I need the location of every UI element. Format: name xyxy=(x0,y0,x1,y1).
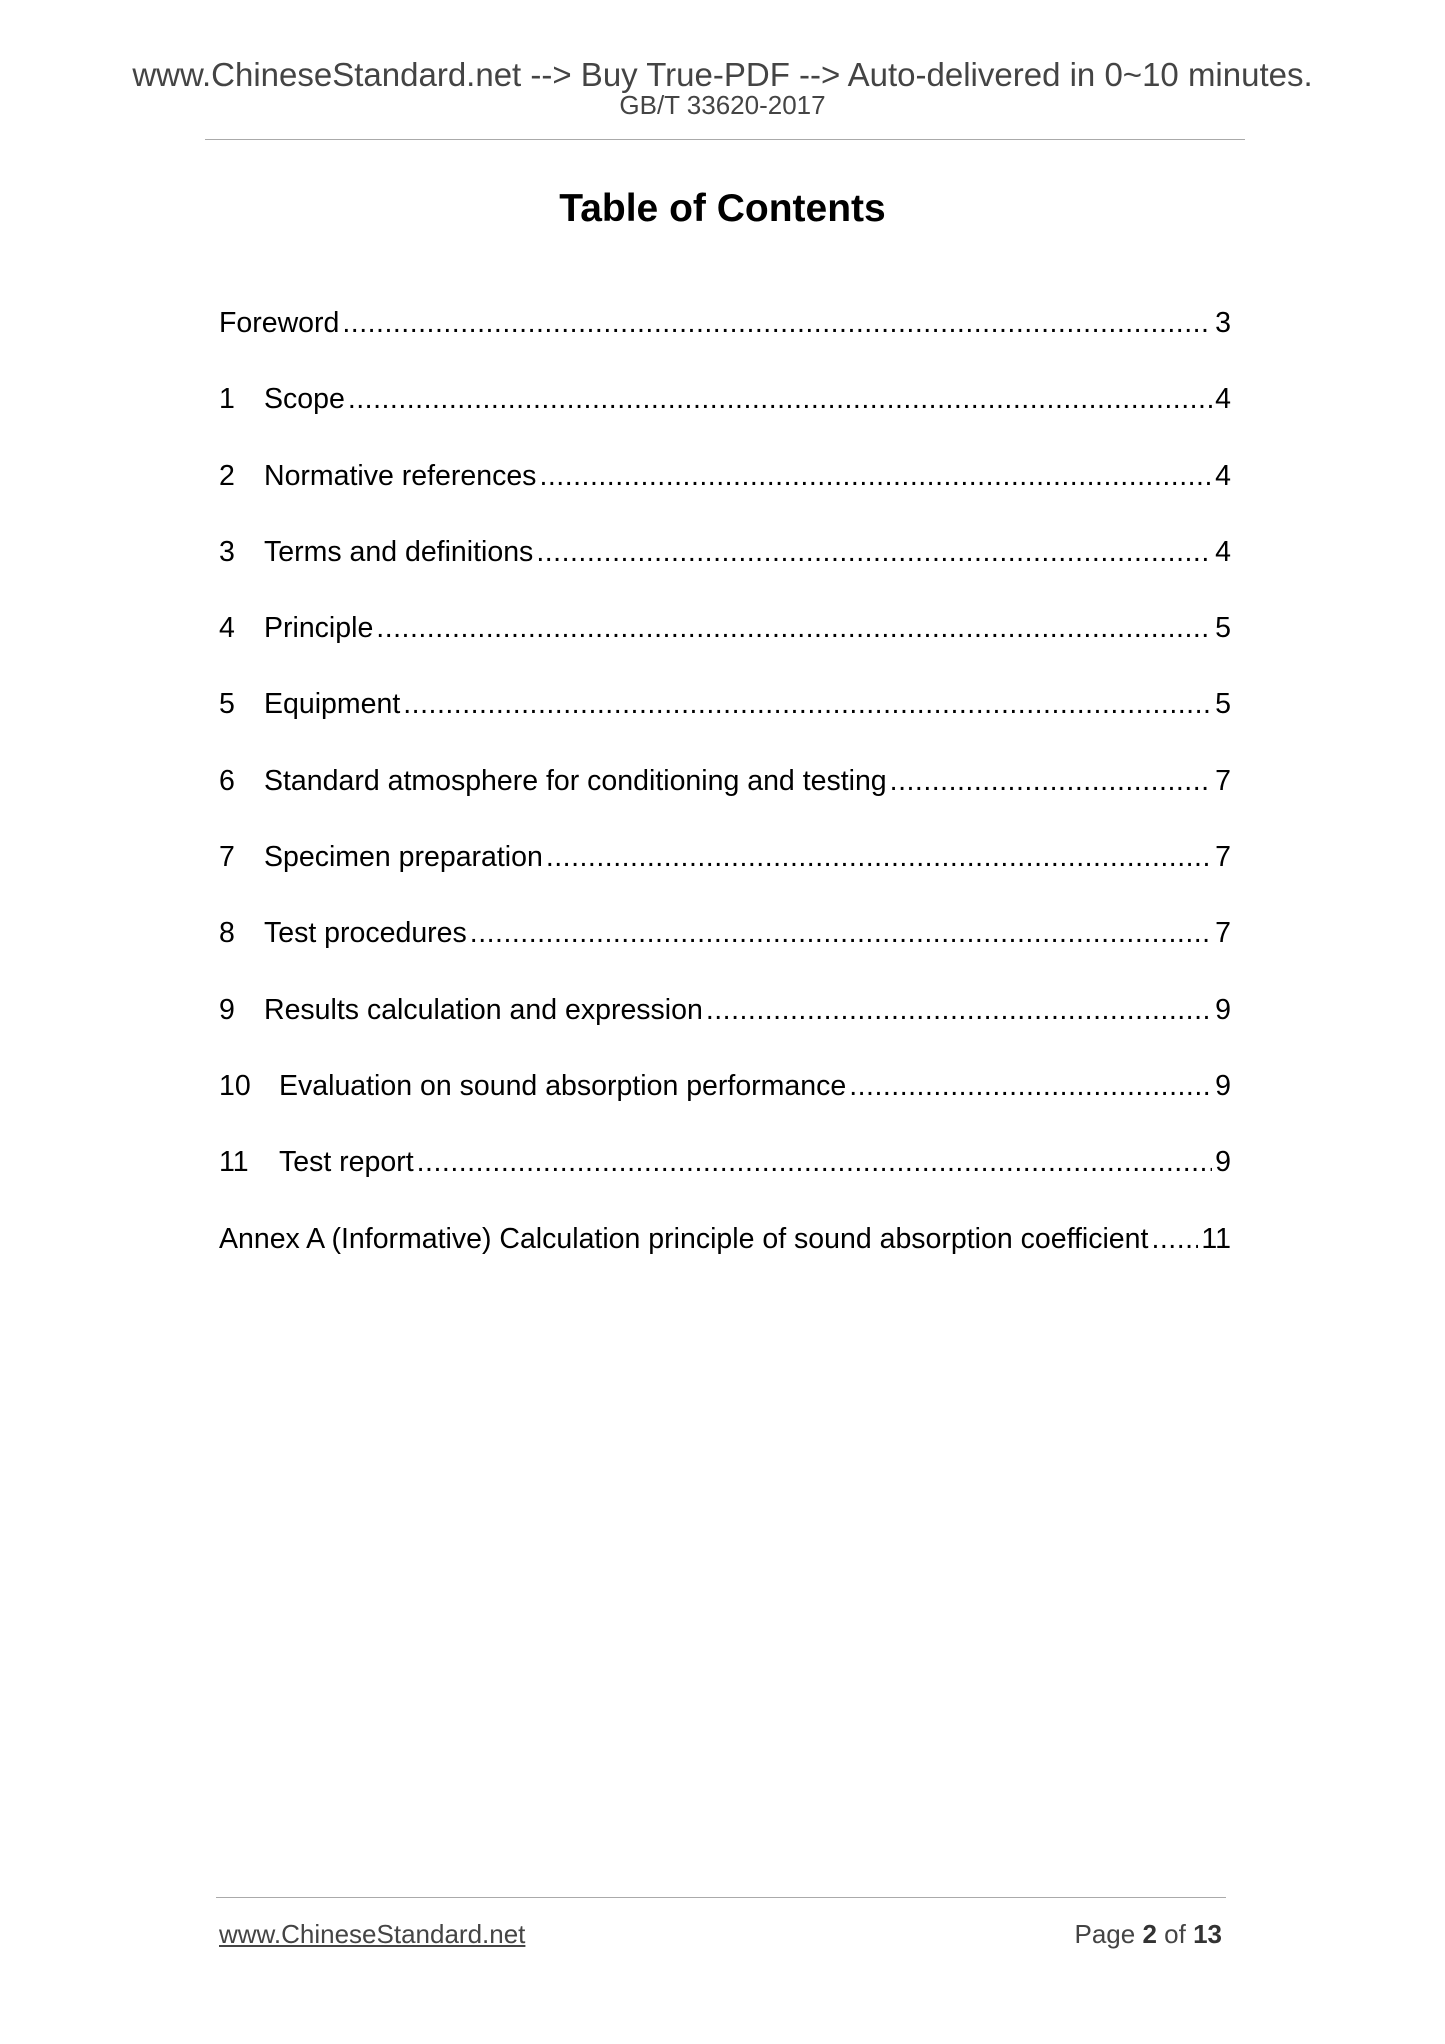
toc-entry-foreword[interactable] xyxy=(219,303,1231,379)
current-page-number: 2 xyxy=(1142,1919,1157,1949)
toc-leader-dots xyxy=(376,608,1212,648)
toc-entry-label: Test procedures xyxy=(264,917,467,950)
toc-entry-page: 9 xyxy=(1215,993,1231,1026)
toc-leader-dots xyxy=(546,837,1212,877)
toc-leader-dots xyxy=(417,1142,1213,1182)
toc-leader-dots xyxy=(539,456,1212,496)
toc-entry-normative-references[interactable] xyxy=(219,456,1231,532)
toc-entry-evaluation[interactable] xyxy=(219,1066,1231,1142)
toc-entry-number: 11 xyxy=(219,1146,249,1179)
toc-entry-number: 1 xyxy=(219,383,235,416)
toc-entry-terms-and-definitions[interactable] xyxy=(219,532,1231,608)
toc-entry-principle[interactable] xyxy=(219,608,1231,684)
header-banner: www.ChineseStandard.net --> Buy True-PDF --> Auto-delivered in 0~10 minutes. xyxy=(132,56,1313,93)
toc-entry-equipment[interactable] xyxy=(219,684,1231,760)
toc-entry-label: Test report xyxy=(279,1146,414,1179)
toc-entry-label: Annex A (Informative) Calculation principle of sound absorption coefficient xyxy=(219,1222,1149,1255)
toc-entry-test-procedures[interactable] xyxy=(219,913,1231,989)
toc-entry-number: 8 xyxy=(219,917,235,950)
toc-entry-label: Equipment xyxy=(264,688,401,721)
toc-leader-dots xyxy=(849,1066,1212,1106)
toc-leader-dots xyxy=(403,684,1212,724)
toc-entry-page: 9 xyxy=(1215,1146,1231,1179)
toc-entry-number: 6 xyxy=(219,764,235,797)
toc-entry-number: 2 xyxy=(219,459,235,492)
toc-leader-dots xyxy=(470,913,1212,953)
toc-entry-page: 11 xyxy=(1201,1222,1231,1255)
toc-entry-number: 4 xyxy=(219,612,235,645)
toc-entry-label: Terms and definitions xyxy=(264,535,534,568)
page-prefix: Page xyxy=(1074,1919,1136,1949)
toc-entry-page: 3 xyxy=(1215,307,1231,339)
toc-entry-results-calculation[interactable] xyxy=(219,990,1231,1066)
toc-entry-label: Principle xyxy=(264,612,374,645)
toc-entry-page: 4 xyxy=(1215,383,1231,416)
toc-entry-label: Normative references xyxy=(264,459,537,492)
toc-entry-label: Evaluation on sound absorption performance xyxy=(279,1069,847,1102)
toc-entry-label: Specimen preparation xyxy=(264,841,543,874)
toc-entry-number: 3 xyxy=(219,535,235,568)
toc-entry-number: 9 xyxy=(219,993,235,1026)
toc-entry-page: 9 xyxy=(1215,1069,1231,1102)
toc-entry-scope[interactable] xyxy=(219,379,1231,455)
toc-entry-page: 4 xyxy=(1215,459,1231,492)
toc-entry-number: 7 xyxy=(219,841,235,874)
toc-leader-dots xyxy=(536,532,1212,572)
toc-leader-dots xyxy=(348,379,1212,419)
toc-entry-annex-a[interactable] xyxy=(219,1219,1231,1295)
toc-leader-dots xyxy=(706,990,1212,1030)
toc-entry-label: Scope xyxy=(264,383,345,416)
toc-entry-test-report[interactable] xyxy=(219,1142,1231,1218)
toc-entry-page: 4 xyxy=(1215,535,1231,568)
toc-entry-page: 7 xyxy=(1215,841,1231,874)
toc-entry-page: 7 xyxy=(1215,917,1231,950)
page-title: Table of Contents xyxy=(559,187,886,230)
toc-list xyxy=(219,303,1231,1295)
toc-leader-dots xyxy=(1151,1219,1198,1259)
toc-leader-dots xyxy=(890,761,1212,801)
footer-divider xyxy=(216,1897,1226,1898)
toc-entry-standard-atmosphere[interactable] xyxy=(219,761,1231,837)
toc-entry-specimen-preparation[interactable] xyxy=(219,837,1231,913)
toc-entry-page: 7 xyxy=(1215,764,1231,797)
document-code: GB/T 33620-2017 xyxy=(619,90,826,120)
page-of-word: of xyxy=(1164,1919,1186,1949)
toc-entry-page: 5 xyxy=(1215,688,1231,721)
header-divider xyxy=(205,139,1245,140)
total-pages-number: 13 xyxy=(1193,1919,1222,1949)
toc-entry-label: Results calculation and expression xyxy=(264,993,703,1026)
footer-website-link[interactable]: www.ChineseStandard.net xyxy=(219,1919,526,1949)
toc-entry-label: Standard atmosphere for conditioning and testing xyxy=(264,764,887,797)
toc-leader-dots xyxy=(342,303,1212,343)
toc-entry-number: 10 xyxy=(219,1069,251,1102)
page-indicator xyxy=(1070,1918,1222,1950)
toc-entry-label: Foreword xyxy=(219,307,340,339)
toc-entry-page: 5 xyxy=(1215,612,1231,645)
toc-entry-number: 5 xyxy=(219,688,235,721)
